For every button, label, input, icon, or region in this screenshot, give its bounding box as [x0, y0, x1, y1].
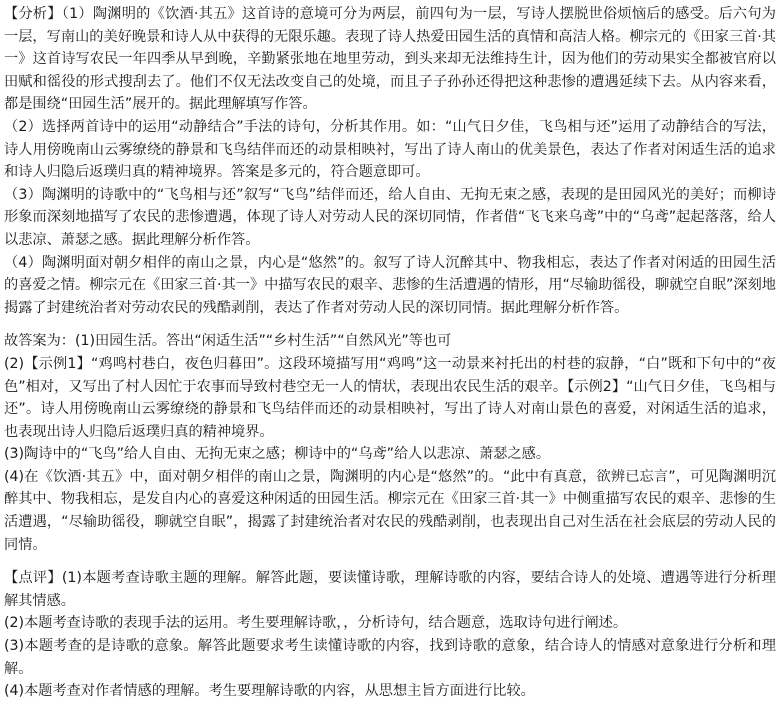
analysis-paragraph-3: （3）陶渊明的诗歌中的“飞鸟相与还”叙写“飞鸟”结伴而还，给人自由、无拘无束之感，表现的是田园风光的美好；而柳诗形象而深刻地描写了农民的悲惨遭遇，体现了诗人对劳动人民的深切同情，作者借“飞飞来乌鸢”中的“乌鸢”起起落落，给人以悲凉、萧瑟之感。据此理解分析作答。	[4, 186, 776, 248]
section-spacer	[4, 319, 776, 330]
comment-section	[4, 567, 776, 703]
comment-paragraph-1: 【点评】(1)本题考查诗歌主题的理解。解答此题，要读懂诗歌，理解诗歌的内容，要结合诗人的处境、遭遇等进行分析理解其情感。	[4, 570, 776, 609]
answer-paragraph-1: 故答案为：(1)田园生活。答出“闲适生活”“乡村生活”“自然风光”等也可	[4, 333, 452, 350]
answer-paragraph-3: (3)陶诗中的“飞鸟”给人自由、无拘无束之感；柳诗中的“乌鸢”给人以悲凉、萧瑟之感。	[4, 446, 551, 463]
comment-paragraph-3: (3)本题考查的是诗歌的意象。解答此题要求考生读懂诗歌的内容，找到诗歌的意象，结合诗人的情感对意象进行分析和理解。	[4, 638, 776, 677]
answer-paragraph-2: (2)【示例1】“鸡鸣村巷白，夜色归暮田”。这段环境描写用“鸡鸣”这一动景来衬托出的村巷的寂静，“白”既和下句中的“夜色”相对，又写出了村人因忙于农事而导致村巷空无一人的情状，表现出农民生活的艰辛。【示例2】“山气日夕佳，飞鸟相与还”。诗人用傍晚南山云雾缭绕的静景和飞鸟结伴而还的动景相映衬，写出了诗人对南山景色的喜爱，对闲适生活的追求，也表现出诗人归隐后返璞归真的精神境界。	[4, 355, 776, 440]
analysis-paragraph-4: （4）陶渊明面对朝夕相伴的南山之景，内心是“悠然”的。叙写了诗人沉醉其中、物我相忘，表达了作者对闲适的田园生活的喜爱之情。柳宗元在《田家三首·其一》中描写农民的艰辛、悲惨的生活遭遇的情形，用“尽输助徭役，聊就空自眠”深刻地揭露了封建统治者对劳动农民的残酷剥削，表达了作者对劳动人民的深切同情。据此理解分析作答。	[4, 254, 776, 316]
analysis-paragraph-1: 【分析】（1）陶渊明的《饮酒·其五》这首诗的意境可分为两层，前四句为一层，写诗人摆脱世俗烦恼后的感受。后六句为一层，写南山的美好晚景和诗人从中获得的无限乐趣。表现了诗人热爱田园生活的真情和高洁人格。柳宗元的《田家三首·其一》这首诗写农民一年四季从早到晚，辛勤紧张地在地里劳动，到头来却无法维持生计，因为他们的劳动果实全都被官府以田赋和徭役的形式搜刮去了。他们不仅无法改变自己的处境，而且子子孙孙还得把这种悲惨的遭遇延续下去。从内容来看，都是围绕“田园生活”展开的。据此理解填写作答。	[4, 6, 776, 113]
comment-paragraph-4: (4)本题考查对作者情感的理解。考生要理解诗歌的内容，从思想主旨方面进行比较。	[4, 683, 535, 700]
section-spacer	[4, 556, 776, 567]
analysis-section	[4, 3, 776, 319]
analysis-paragraph-2: （2）选择两首诗中的运用“动静结合”手法的诗句，分析其作用。如：“山气日夕佳，飞鸟相与还”运用了动静结合的写法，诗人用傍晚南山云雾缭绕的静景和飞鸟结伴而还的动景相映衬，写出了诗人南山的优美景色，表达了作者对闲适生活的追求和诗人归隐后返璞归真的精神境界。答案是多元的，符合题意即可。	[4, 118, 776, 181]
answer-paragraph-4: (4)在《饮酒·其五》中，面对朝夕相伴的南山之景，陶渊明的内心是“悠然”的。“此中有真意，欲辨已忘言”，可见陶渊明沉醉其中、物我相忘，是发自内心的喜爱这种闲适的田园生活。柳宗元在《田家三首·其一》中侧重描写农民的艰辛、悲惨的生活遭遇，“尽输助徭役，聊就空自眠”，揭露了封建统治者对农民的残酷剥削，也表现出自己对生活在社会底层的劳动人民的同情。	[4, 468, 776, 553]
comment-paragraph-2: (2)本题考查诗歌的表现手法的运用。考生要理解诗歌，，分析诗句，结合题意，选取诗句进行阐述。	[4, 615, 628, 632]
answer-section	[4, 330, 776, 556]
